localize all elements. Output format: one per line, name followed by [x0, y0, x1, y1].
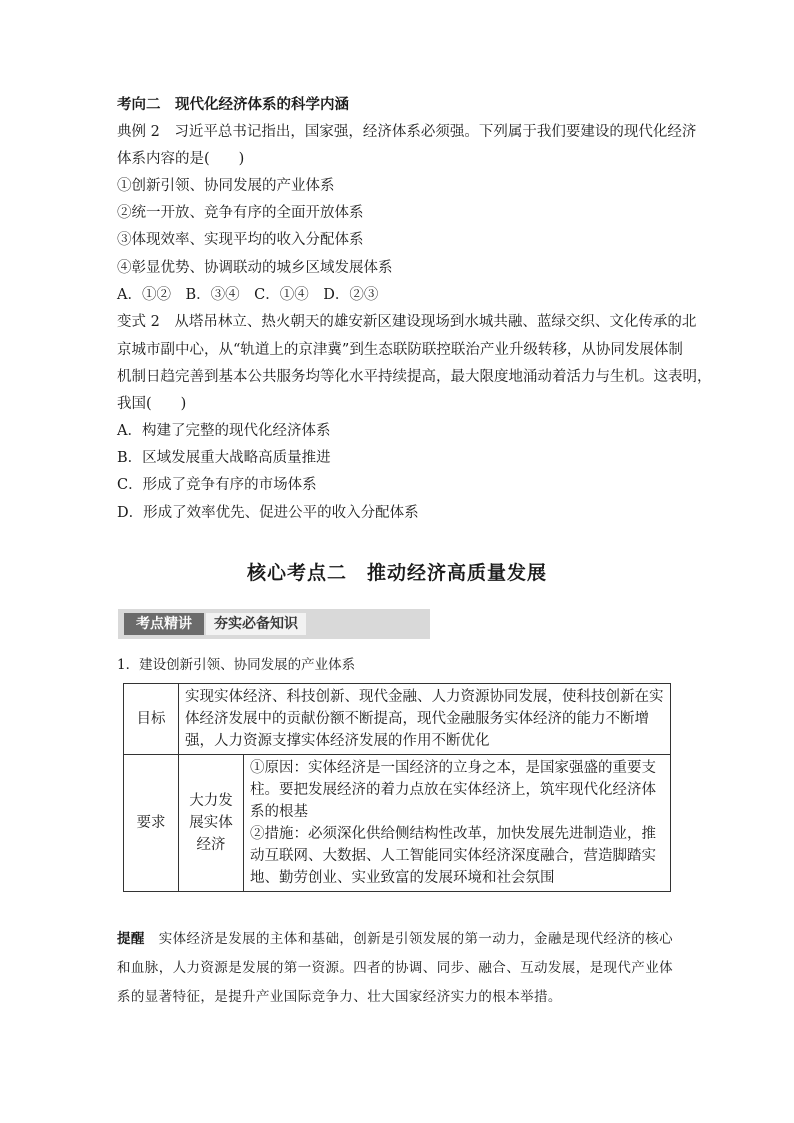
- table-goal-text: 实现实体经济、科技创新、现代金融、人力资源协同发展，使科技创新在实体经济发展中的贡献份额不断提高，现代金融服务实体经济的能力不断增强，人力资源支撑实体经济发展的作用不断优化: [179, 684, 671, 755]
- core-section-title: 核心考点二 推动经济高质量发展: [246, 562, 547, 584]
- variant-option-d: D．形成了效率优先、促进公平的收入分配体系: [117, 505, 419, 521]
- example-item-2: ②统一开放、竞争有序的全面开放体系: [117, 205, 364, 221]
- table-row-label-goal: 目标: [124, 684, 179, 755]
- example-item-4: ④彰显优势、协调联动的城乡区域发展体系: [117, 260, 393, 276]
- table-reason-text: ①原因：实体经济是一国经济的立身之本，是国家强盛的重要支柱。要把发展经济的着力点放在实体经济上，筑牢现代化经济体系的根基: [250, 760, 656, 820]
- table-requirement-cell: [244, 755, 671, 892]
- table-sub-label: 大力发展实体经济: [179, 755, 244, 892]
- banner-right-label: 夯实必备知识: [206, 613, 306, 635]
- table-row-label-requirement: 要求: [124, 755, 179, 892]
- section-banner: [118, 609, 430, 639]
- variant-stem-line-3: 机制日趋完善到基本公共服务均等化水平持续提高，最大限度地涌动着活力与生机。这表明，: [117, 369, 712, 385]
- tip-text: 实体经济是发展的主体和基础，创新是引领发展的第一动力，金融是现代经济的核心和血脉，人力资源是发展的第一资源。四者的协调、同步、融合、互动发展，是现代产业体系的显著特征，是提升产业国际竞争力、壮大国家经济实力的根本举措。: [117, 931, 674, 1005]
- table-measure-text: ②措施：必须深化供给侧结构性改革，加快发展先进制造业，推动互联网、大数据、人工智能同实体经济深度融合，营造脚踏实地、勤劳创业、实业致富的发展环境和社会氛围: [250, 826, 656, 886]
- variant-option-b: B．区域发展重大战略高质量推进: [117, 450, 331, 466]
- example-options: A．①② B．③④ C．①④ D．②③: [117, 287, 379, 303]
- core-subheading: 1．建设创新引领、协同发展的产业体系: [117, 657, 356, 673]
- knowledge-table: [123, 683, 671, 892]
- example-stem-line-2: 体系内容的是( ): [117, 151, 245, 167]
- table-row: [124, 755, 671, 892]
- example-item-1: ①创新引领、协同发展的产业体系: [117, 178, 335, 194]
- tip-label: 提醒: [117, 931, 145, 947]
- variant-stem-line-4: 我国( ): [117, 396, 187, 412]
- section-heading: 考向二 现代化经济体系的科学内涵: [117, 96, 349, 113]
- banner-left-label: 考点精讲: [124, 613, 204, 635]
- variant-stem-line-1: 变式 2 从塔吊林立、热火朝天的雄安新区建设现场到水城共融、蓝绿交织、文化传承的北: [117, 314, 697, 330]
- variant-option-c: C．形成了竞争有序的市场体系: [117, 477, 317, 493]
- example-stem-line-1: 典例 2 习近平总书记指出，国家强，经济体系必须强。下列属于我们要建设的现代化经济: [117, 124, 697, 140]
- table-row: [124, 684, 671, 755]
- variant-option-a: A．构建了完整的现代化经济体系: [117, 423, 331, 439]
- tip-paragraph: [117, 925, 677, 1012]
- example-item-3: ③体现效率、实现平均的收入分配体系: [117, 232, 364, 248]
- variant-stem-line-2: 京城市副中心，从“轨道上的京津冀”到生态联防联控联治产业升级转移，从协同发展体制: [117, 342, 683, 358]
